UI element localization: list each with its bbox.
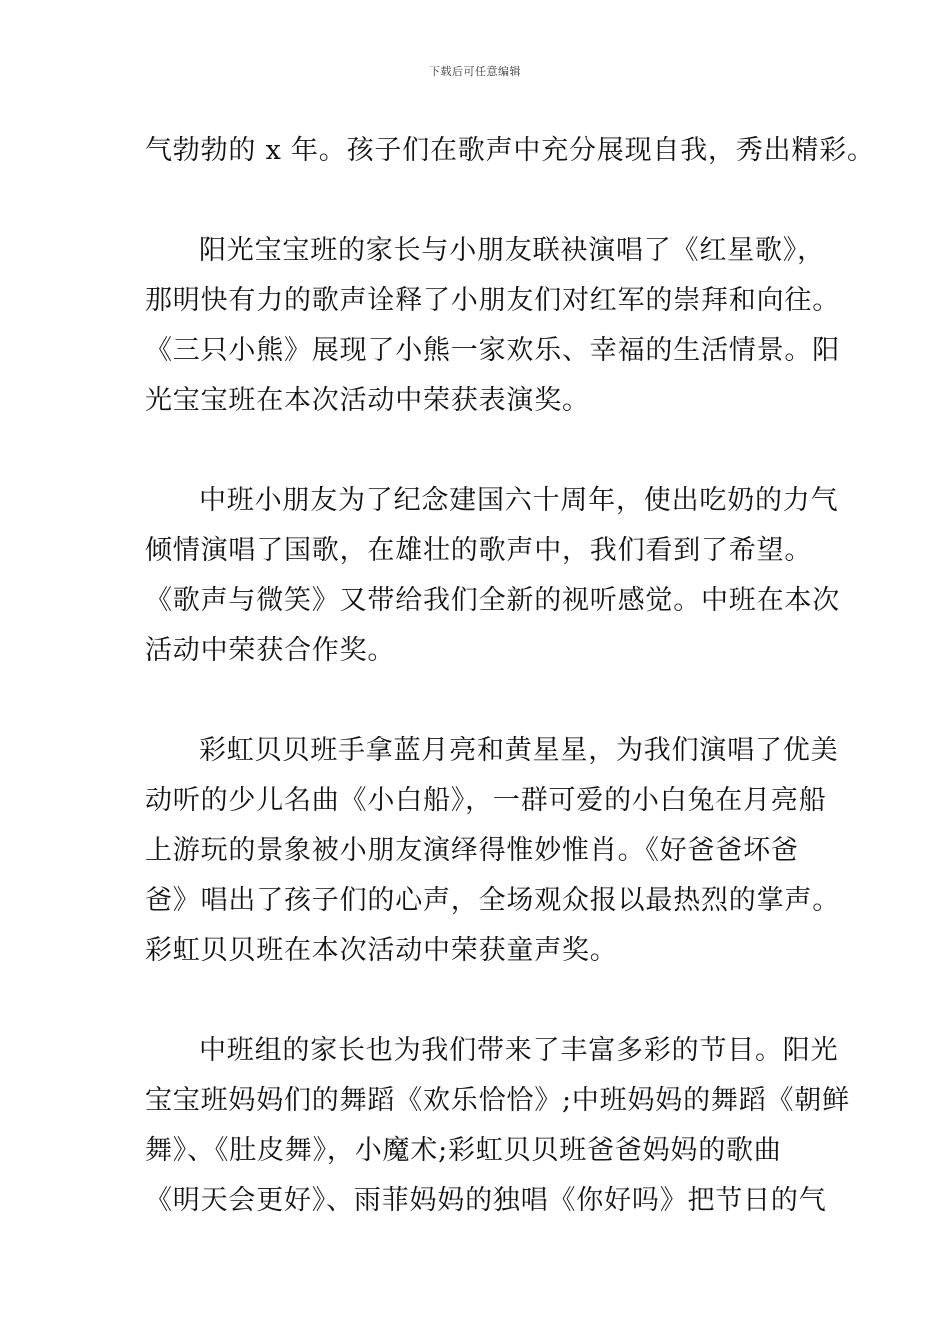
text-line: 舞》、《肚皮舞》，小魔术;彩虹贝贝班爸爸妈妈的歌曲 xyxy=(145,1135,782,1166)
paragraph xyxy=(145,126,875,176)
text-line: 《三只小熊》展现了小熊一家欢乐、幸福的生活情景。阳 xyxy=(145,335,840,366)
paragraph xyxy=(145,1026,850,1226)
text-line: 宝宝班妈妈们的舞蹈《欢乐恰恰》;中班妈妈的舞蹈《朝鲜 xyxy=(145,1085,850,1116)
text-line: 上游玩的景象被小朋友演绎得惟妙惟肖。《好爸爸坏爸 xyxy=(145,835,799,866)
text-line: 阳光宝宝班的家长与小朋友联袂演唱了《红星歌》， xyxy=(199,235,825,266)
text-line: 彩虹贝贝班手拿蓝月亮和黄星星，为我们演唱了优美 xyxy=(199,735,839,766)
text-line: 那明快有力的歌声诠释了小朋友们对红军的崇拜和向往。 xyxy=(145,285,840,316)
text-line: 中班小朋友为了纪念建国六十周年，使出吃奶的力气 xyxy=(199,485,839,516)
text-line: 《明天会更好》、雨菲妈妈的独唱《你好吗》把节日的气 xyxy=(145,1185,827,1216)
text-line: 爸》唱出了孩子们的心声，全场观众报以最热烈的掌声。 xyxy=(145,885,840,916)
text-line: 彩虹贝贝班在本次活动中荣获童声奖。 xyxy=(145,935,618,966)
text-line: 光宝宝班在本次活动中荣获表演奖。 xyxy=(145,385,590,416)
paragraph xyxy=(145,226,840,426)
text-line: 活动中荣获合作奖。 xyxy=(145,635,396,666)
text-line: 《歌声与微笑》又带给我们全新的视听感觉。中班在本次 xyxy=(145,585,840,616)
page-header: 下载后可任意编辑 xyxy=(429,65,521,78)
paragraph xyxy=(145,726,840,976)
document-body xyxy=(145,126,875,1226)
text-line: 倾情演唱了国歌，在雄壮的歌声中，我们看到了希望。 xyxy=(145,535,813,566)
text-line: 动听的少儿名曲《小白船》，一群可爱的小白兔在月亮船 xyxy=(145,785,827,816)
paragraph xyxy=(145,476,840,676)
text-line: 中班组的家长也为我们带来了丰富多彩的节目。阳光 xyxy=(199,1035,839,1066)
text-line: 气勃勃的 x 年。孩子们在歌声中充分展现自我，秀出精彩。 xyxy=(145,135,875,166)
